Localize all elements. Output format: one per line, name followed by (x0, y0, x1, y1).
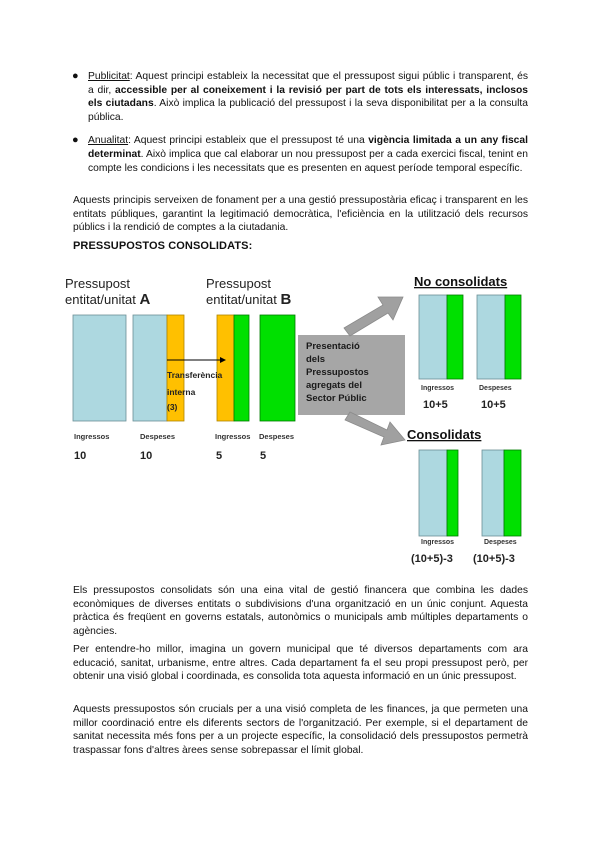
arrow-down-right (345, 412, 405, 445)
principles-list (72, 70, 529, 185)
entity-b-ingressos-label: Ingressos (215, 432, 251, 441)
aggregation-box-line5: Sector Públic (306, 393, 367, 404)
transfer-label-line2: interna (167, 387, 196, 397)
bullet-separator: : (128, 135, 134, 147)
bullet-separator: : (129, 71, 136, 82)
aggregation-box-line2: dels (306, 354, 326, 365)
consolidation-diagram (60, 262, 530, 574)
bullet-bold-text: vigència limitada a un any fiscal determinat (88, 135, 528, 160)
paragraph-1: Els pressupostos consolidats són una eina vital de gestió financera que combina les dades econòmiques de diverses entitats o subdivisions d'una organització en un únic conjunt. Aquesta pràctica és freqüent en governs estatals, autonòmics o municipals amb múltiples departaments o agències. (73, 585, 528, 637)
no-consolidats-ingressos-bar-b (447, 295, 463, 379)
consolidats-title: Consolidats (407, 427, 482, 442)
bullet-text-end: . Això implica la publicació del pressupost i la seva disponibilitat per a la consulta pública. (88, 98, 529, 123)
intro-paragraph: Aquests principis serveixen de fonament per a una gestió pressupostària eficaç i transparent en les entitats públiques, garantint la legitimació democràtica, l'eficiència en la utilització dels recursos públics i la rendició de comptes a la ciutadania. (73, 195, 528, 234)
entity-a-title-line1: Pressupost (65, 276, 131, 291)
arrow-up-right (344, 297, 403, 336)
consolidats-ingressos-bar-a (419, 450, 447, 536)
entity-b-transfer-segment (217, 315, 234, 421)
paragraph-2: Per entendre-ho millor, imagina un govern municipal que té diversos departaments com ara educació, sanitat, urbanisme, entre altres. Cada departament fa el seu propi pressupost però, per obtenir una visió global i coordinada, es consolida tota aquesta informació en un únic pressupost. (73, 644, 528, 683)
entity-b-despeses-value: 5 (260, 450, 267, 462)
entity-a-title-line2: entitat/unitat A (65, 291, 151, 308)
entity-a-ingressos-bar (73, 315, 126, 421)
entity-a-despeses-label: Despeses (140, 432, 176, 441)
consolidats-ingressos-label: Ingressos (421, 539, 455, 546)
no-consolidats-ingressos-value: 10+5 (423, 399, 448, 411)
entity-b-ingressos-value: 5 (216, 450, 223, 462)
consolidats-despeses-bar-a (482, 450, 504, 536)
transfer-label-line3: (3) (167, 402, 178, 412)
no-consolidats-ingressos-bar-a (419, 295, 447, 379)
consolidats-despeses-label: Despeses (484, 539, 517, 546)
entity-b-title-line2: entitat/unitat B (206, 291, 292, 308)
entity-a-ingressos-value: 10 (74, 450, 87, 462)
no-consolidats-despeses-label: Despeses (479, 385, 512, 392)
no-consolidats-despeses-bar-a (477, 295, 505, 379)
bullet-publicitat (72, 70, 529, 124)
entity-b-despeses-bar (260, 315, 295, 421)
bullet-bold-text: accessible per al coneixement i la revisió per part de tots els interessats, inclosos els ciutadans (88, 84, 529, 110)
bullet-text-end: . Això implica que cal elaborar un nou pressupost per a cada exercici fiscal, tenint en compte les condicions i les necessitats que es presenten en aquest període temporal específic. (88, 148, 528, 174)
bullet-term: Anualitat (88, 135, 129, 147)
consolidats-despeses-value: (10+5)-3 (473, 553, 515, 565)
consolidats-despeses-bar-b (504, 450, 521, 536)
entity-b-despeses-label: Despeses (259, 432, 295, 441)
consolidats-ingressos-bar-b (447, 450, 458, 536)
entity-b-title-line1: Pressupost (206, 276, 272, 291)
bullet-dot: ● (72, 70, 79, 82)
transfer-label-line1: Transferència (167, 370, 223, 380)
no-consolidats-title: No consolidats (414, 274, 508, 289)
aggregation-box-line4: agregats del (306, 380, 362, 391)
entity-b-ingressos-bar (234, 315, 249, 421)
bullet-anualitat (72, 134, 528, 175)
aggregation-box-line3: Pressupostos (306, 367, 369, 378)
entity-a-ingressos-label: Ingressos (74, 432, 110, 441)
paragraph-3: Aquests pressupostos són crucials per a una visió completa de les finances, ja que permeten una millor coordinació entre els diferents sectors de l'organització. Per exemple, si el departament de sanitat necessita més fons per a un projecte específic, la consolidació dels pressupostos permetrà traspassar fons d'altres àrees sense sobrepassar el límit global. (73, 704, 528, 756)
entity-a-despeses-bar (133, 315, 167, 421)
entity-a-despeses-value: 10 (140, 450, 153, 462)
bullet-term: Publicitat (88, 71, 130, 82)
consolidats-ingressos-value: (10+5)-3 (411, 553, 453, 565)
no-consolidats-ingressos-label: Ingressos (421, 385, 455, 392)
bullet-text: Aquest principi estableix que el pressupost té una (133, 135, 369, 147)
bullet-dot: ● (72, 134, 79, 147)
bullet-text: Aquest principi estableix la necessitat que el pressupost sigui públic i transparent, és a dir, (88, 71, 528, 96)
no-consolidats-despeses-value: 10+5 (481, 399, 506, 411)
section-heading: PRESSUPOSTOS CONSOLIDATS: (73, 240, 253, 252)
no-consolidats-despeses-bar-b (505, 295, 521, 379)
aggregation-box-line1: Presentació (306, 341, 360, 352)
